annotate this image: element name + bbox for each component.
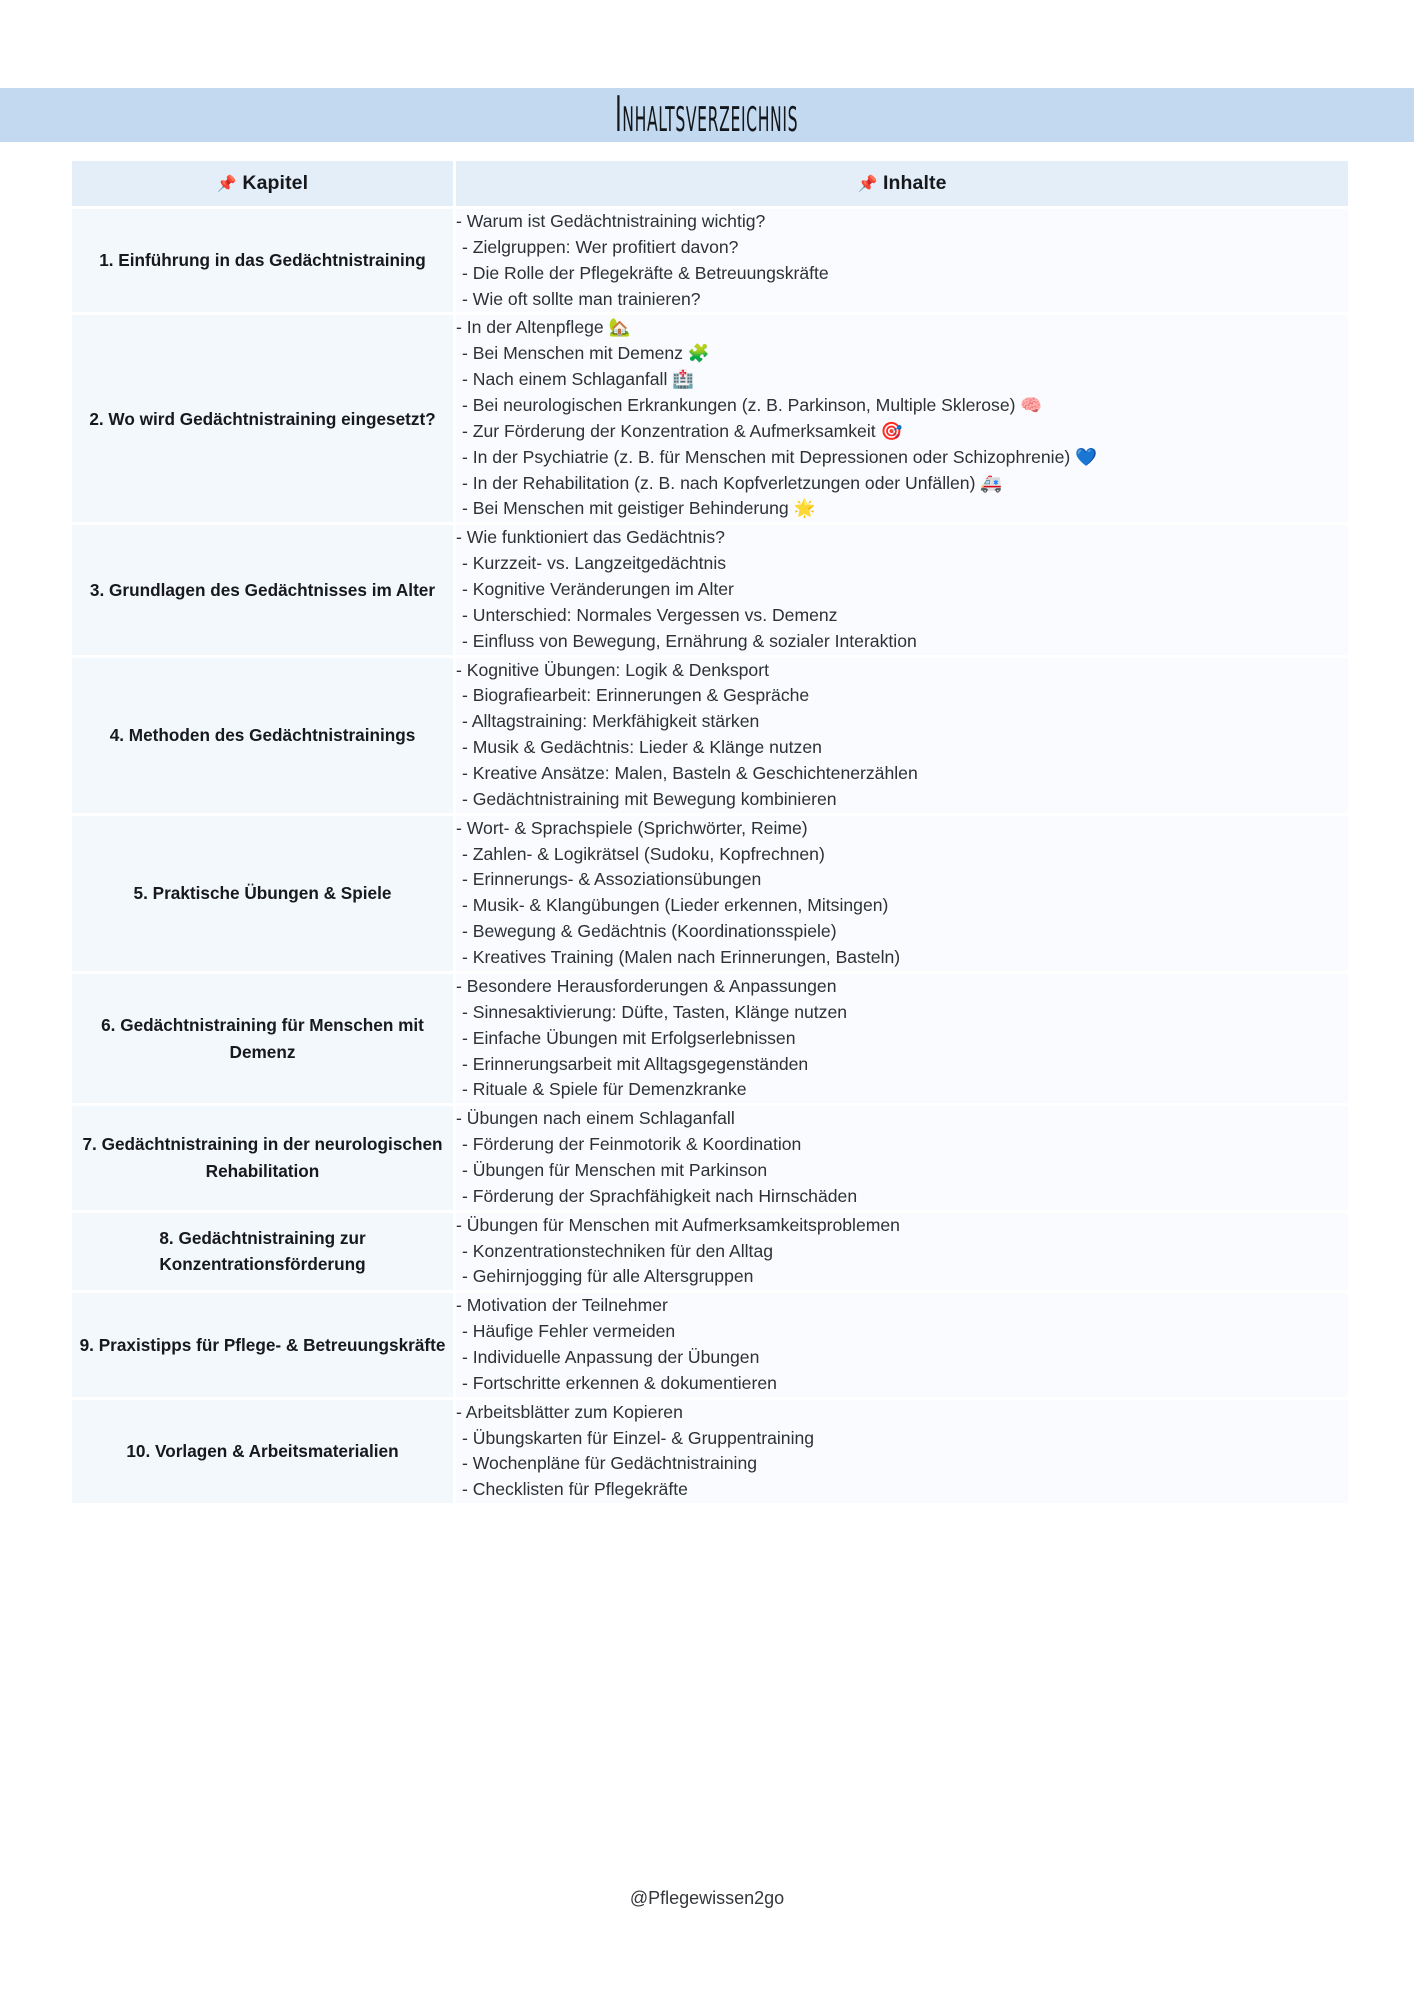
- column-header-inhalte-label: Inhalte: [883, 172, 947, 194]
- contents-line: - Förderung der Sprachfähigkeit nach Hirnschäden: [462, 1185, 858, 1206]
- contents-line: - Übungen nach einem Schlaganfall: [456, 1108, 735, 1129]
- column-header-kapitel: [72, 161, 453, 206]
- contents-line: - Übungen für Menschen mit Aufmerksamkeitsproblemen: [456, 1214, 900, 1235]
- contents-line: - Förderung der Feinmotorik & Koordination: [462, 1134, 802, 1155]
- contents-line: - Einfache Übungen mit Erfolgserlebnissen: [462, 1027, 796, 1048]
- contents-line: - Fortschritte erkennen & dokumentieren: [462, 1372, 777, 1393]
- pushpin-icon: 📌: [216, 174, 237, 193]
- contents-line: - Alltagstraining: Merkfähigkeit stärken: [462, 711, 760, 732]
- chapter-cell: 7. Gedächtnistraining in der neurologischen Rehabilitation: [72, 1106, 453, 1209]
- contents-line: - Zielgruppen: Wer profitiert davon?: [462, 236, 739, 257]
- contents-line: - Unterschied: Normales Vergessen vs. Demenz: [462, 604, 838, 625]
- contents-line: - In der Psychiatrie (z. B. für Menschen mit Depressionen oder Schizophrenie) 💙: [462, 446, 1098, 467]
- chapter-cell: 9. Praxistipps für Pflege- & Betreuungskräfte: [72, 1293, 453, 1396]
- contents-line: - Die Rolle der Pflegekräfte & Betreuungskräfte: [462, 262, 829, 283]
- page-title: Inhaltsverzeichnis: [615, 86, 799, 144]
- table-row: [72, 1106, 1348, 1209]
- contents-cell: [456, 1293, 1348, 1396]
- chapter-cell: 2. Wo wird Gedächtnistraining eingesetzt?: [72, 315, 453, 522]
- contents-cell: [456, 658, 1348, 813]
- column-header-kapitel-label: Kapitel: [242, 172, 309, 194]
- contents-line: - Bei Menschen mit geistiger Behinderung 🌟: [462, 498, 816, 519]
- contents-line: - Rituale & Spiele für Demenzkranke: [462, 1079, 747, 1100]
- table-row: [72, 658, 1348, 813]
- contents-line: - Zur Förderung der Konzentration & Aufmerksamkeit 🎯: [462, 420, 903, 441]
- contents-line: - Kreatives Training (Malen nach Erinnerungen, Basteln): [462, 947, 901, 968]
- table-row: [72, 209, 1348, 312]
- contents-line: - Nach einem Schlaganfall 🏥: [462, 369, 695, 390]
- toc-table-head: [72, 161, 1348, 206]
- table-row: [72, 1293, 1348, 1396]
- contents-line: - Wort- & Sprachspiele (Sprichwörter, Reime): [456, 817, 808, 838]
- pushpin-icon: 📌: [857, 174, 878, 193]
- contents-line: - Wie oft sollte man trainieren?: [462, 288, 701, 309]
- contents-cell: [456, 315, 1348, 522]
- chapter-cell: 4. Methoden des Gedächtnistrainings: [72, 658, 453, 813]
- contents-cell: [456, 1400, 1348, 1503]
- table-row: [72, 1213, 1348, 1291]
- table-row: [72, 974, 1348, 1103]
- contents-cell: [456, 816, 1348, 971]
- contents-line: - In der Rehabilitation (z. B. nach Kopfverletzungen oder Unfällen) 🚑: [462, 472, 1003, 493]
- chapter-cell: 6. Gedächtnistraining für Menschen mit Demenz: [72, 974, 453, 1103]
- contents-cell: [456, 525, 1348, 654]
- contents-line: - Kognitive Veränderungen im Alter: [462, 579, 734, 600]
- contents-line: - Zahlen- & Logikrätsel (Sudoku, Kopfrechnen): [462, 843, 825, 864]
- title-banner: [0, 88, 1414, 142]
- contents-line: - Erinnerungs- & Assoziationsübungen: [462, 869, 762, 890]
- contents-cell: [456, 209, 1348, 312]
- contents-line: - Checklisten für Pflegekräfte: [462, 1479, 688, 1500]
- chapter-cell: 10. Vorlagen & Arbeitsmaterialien: [72, 1400, 453, 1503]
- table-row: [72, 1400, 1348, 1503]
- chapter-cell: 5. Praktische Übungen & Spiele: [72, 816, 453, 971]
- contents-line: - Übungen für Menschen mit Parkinson: [462, 1159, 768, 1180]
- contents-line: - Übungskarten für Einzel- & Gruppentraining: [462, 1427, 815, 1448]
- table-row: [72, 525, 1348, 654]
- contents-line: - Sinnesaktivierung: Düfte, Tasten, Klänge nutzen: [462, 1001, 848, 1022]
- contents-line: - Gehirnjogging für alle Altersgruppen: [462, 1266, 754, 1287]
- contents-line: - Wochenpläne für Gedächtnistraining: [462, 1453, 758, 1474]
- contents-line: - Individuelle Anpassung der Übungen: [462, 1346, 760, 1367]
- contents-line: - Erinnerungsarbeit mit Alltagsgegenständen: [462, 1053, 809, 1074]
- table-row: [72, 816, 1348, 971]
- contents-line: - Häufige Fehler vermeiden: [462, 1321, 676, 1342]
- toc-table-body: [72, 209, 1348, 1503]
- footer-handle: @Pflegewissen2go: [629, 1888, 785, 1908]
- column-header-inhalte: [456, 161, 1348, 206]
- contents-line: - Arbeitsblätter zum Kopieren: [456, 1401, 683, 1422]
- contents-cell: [456, 1106, 1348, 1209]
- contents-line: - Kurzzeit- vs. Langzeitgedächtnis: [462, 553, 727, 574]
- contents-line: - Biografiearbeit: Erinnerungen & Gespräche: [462, 685, 810, 706]
- contents-line: - Kognitive Übungen: Logik & Denksport: [456, 659, 769, 680]
- chapter-cell: 1. Einführung in das Gedächtnistraining: [72, 209, 453, 312]
- toc-table: [69, 158, 1351, 1506]
- contents-cell: [456, 1213, 1348, 1291]
- contents-line: - Motivation der Teilnehmer: [456, 1295, 668, 1316]
- contents-line: - Bewegung & Gedächtnis (Koordinationsspiele): [462, 921, 837, 942]
- contents-line: - Musik & Gedächtnis: Lieder & Klänge nutzen: [462, 737, 822, 758]
- contents-line: - Warum ist Gedächtnistraining wichtig?: [456, 211, 766, 231]
- contents-line: - In der Altenpflege 🏡: [456, 317, 631, 338]
- table-header-row: [72, 161, 1348, 206]
- contents-line: - Kreative Ansätze: Malen, Basteln & Geschichtenerzählen: [462, 763, 918, 784]
- contents-line: - Wie funktioniert das Gedächtnis?: [456, 527, 725, 548]
- contents-line: - Konzentrationstechniken für den Alltag: [462, 1240, 774, 1261]
- table-row: [72, 315, 1348, 522]
- contents-line: - Musik- & Klangübungen (Lieder erkennen, Mitsingen): [462, 895, 889, 916]
- contents-line: - Bei Menschen mit Demenz 🧩: [462, 343, 710, 364]
- contents-line: - Gedächtnistraining mit Bewegung kombinieren: [462, 788, 837, 809]
- contents-cell: [456, 974, 1348, 1103]
- contents-line: - Besondere Herausforderungen & Anpassungen: [456, 975, 837, 996]
- table-of-contents: [69, 158, 1345, 1506]
- contents-line: - Bei neurologischen Erkrankungen (z. B. Parkinson, Multiple Sklerose) 🧠: [462, 395, 1043, 416]
- chapter-cell: 8. Gedächtnistraining zur Konzentrationsförderung: [72, 1213, 453, 1291]
- contents-line: - Einfluss von Bewegung, Ernährung & sozialer Interaktion: [462, 630, 917, 651]
- chapter-cell: 3. Grundlagen des Gedächtnisses im Alter: [72, 525, 453, 654]
